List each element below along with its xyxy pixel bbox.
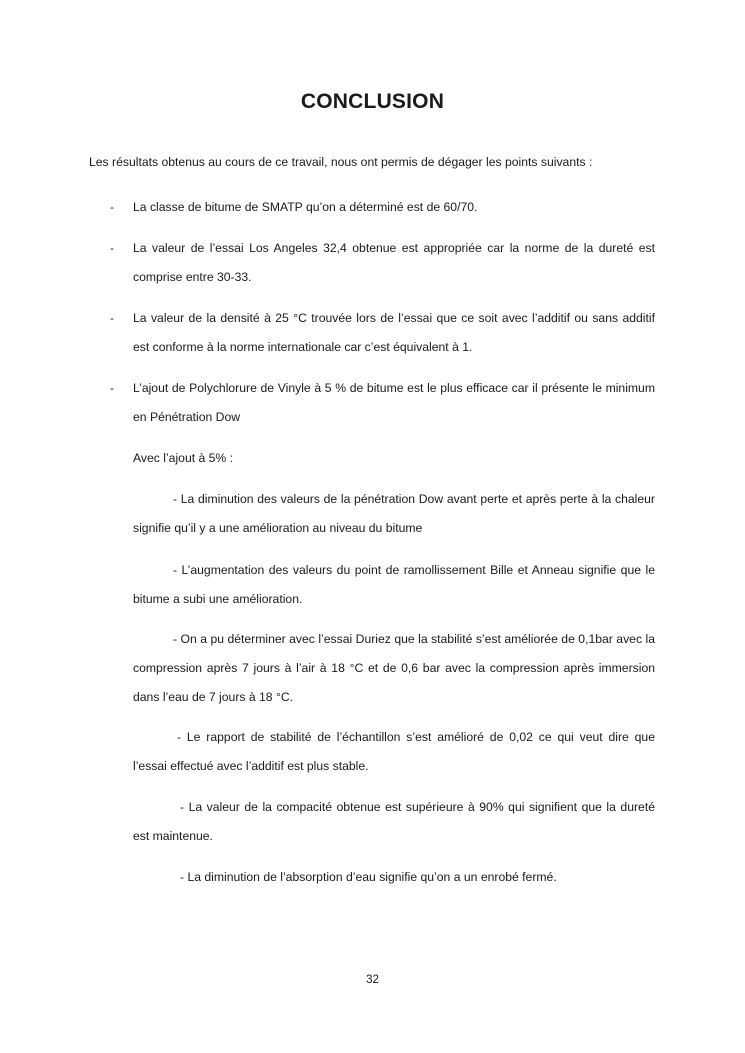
bullet-marker: - bbox=[110, 200, 115, 214]
bullet-item: L’ajout de Polychlorure de Vinyle à 5 % de bitume est le plus efficace car il présente le minimum en Pénétration Dow bbox=[133, 381, 655, 424]
avec-label: Avec l’ajout à 5% : bbox=[133, 451, 234, 465]
page-title: CONCLUSION bbox=[300, 90, 445, 113]
bullet-item: La valeur de l’essai Los Angeles 32,4 obtenue est appropriée car la norme de la dureté est comprise entre 30-33. bbox=[133, 241, 655, 284]
bullet-marker: - bbox=[110, 381, 115, 395]
sub-point: - L’augmentation des valeurs du point de ramollissement Bille et Anneau signifie que le bitume a subi une amélioration. bbox=[133, 563, 655, 606]
sub-point: - La diminution de l’absorption d’eau signifie qu’on a un enrobé fermé. bbox=[180, 870, 557, 884]
sub-point: - Le rapport de stabilité de l’échantillon s’est amélioré de 0,02 ce qui veut dire que l’essai effectué avec l’additif est plus stable. bbox=[133, 730, 655, 773]
sub-point: - On a pu déterminer avec l’essai Duriez que la stabilité s’est améliorée de 0,1bar avec la compression après 7 jours à l’air à 18 °C et de 0,6 bar avec la compression après immersion dans l’eau de 7 jours à 18 °C. bbox=[133, 632, 655, 704]
bullet-item: La classe de bitume de SMATP qu’on a déterminé est de 60/70. bbox=[133, 200, 478, 214]
bullet-marker: - bbox=[110, 311, 115, 325]
bullet-marker: - bbox=[110, 241, 115, 255]
sub-point: - La valeur de la compacité obtenue est supérieure à 90% qui signifient que la dureté est maintenue. bbox=[133, 800, 655, 843]
sub-point: - La diminution des valeurs de la pénétration Dow avant perte et après perte à la chaleur signifie qu’il y a une amélioration au niveau du bitume bbox=[133, 492, 655, 535]
bullet-item: La valeur de la densité à 25 °C trouvée lors de l’essai que ce soit avec l’additif ou sans additif est conforme à la norme internationale car c’est équivalent à 1. bbox=[133, 311, 655, 354]
intro-text: Les résultats obtenus au cours de ce travail, nous ont permis de dégager les points suivants : bbox=[89, 155, 593, 169]
page-number: 32 bbox=[366, 974, 379, 986]
